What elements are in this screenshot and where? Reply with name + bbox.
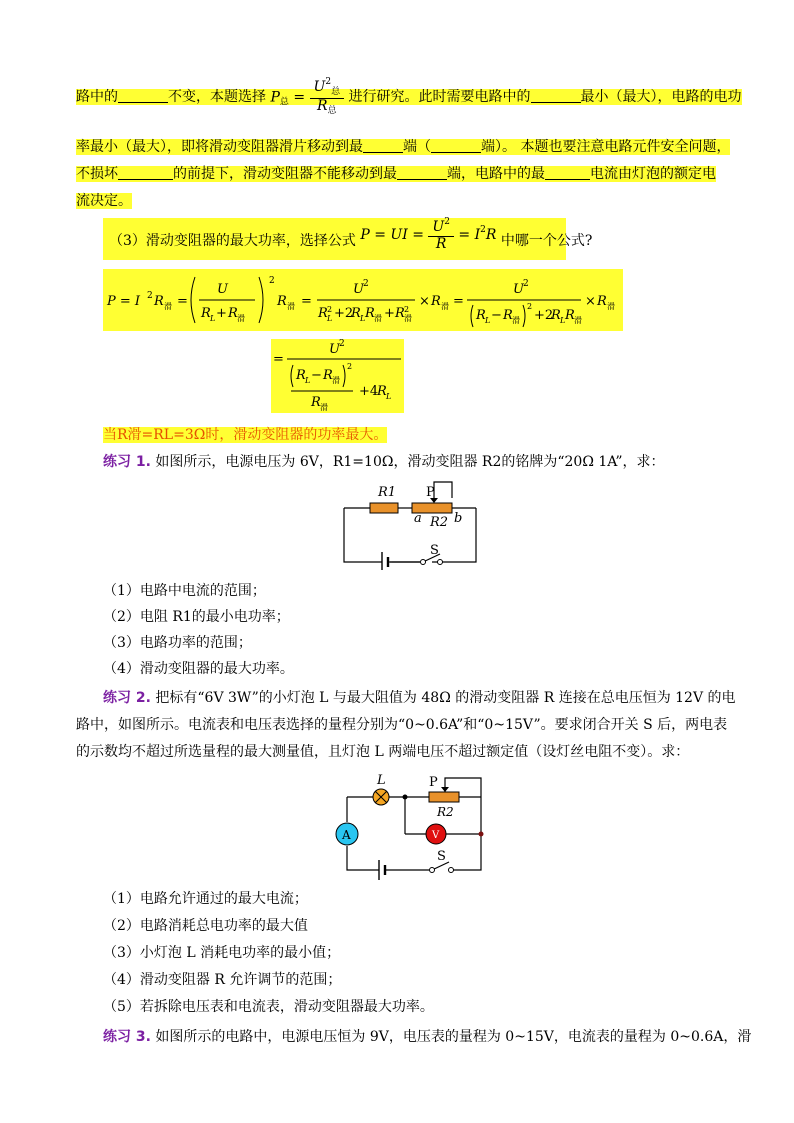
derivation-1 <box>103 269 623 331</box>
svg-text:−: − <box>311 368 322 383</box>
label-a: a <box>414 511 422 526</box>
svg-text:U: U <box>329 342 340 357</box>
text: 最小（最大），电路的电功 <box>580 89 742 105</box>
ex2-circuit-figure <box>333 772 493 882</box>
label-s: S <box>437 849 446 864</box>
svg-text:2: 2 <box>147 291 153 301</box>
para1-line4 <box>76 190 132 210</box>
text: 率最小（最大），即将滑动变阻器滑片移动到最 <box>76 139 363 155</box>
resistor-r1 <box>370 503 398 513</box>
label-p: P <box>426 485 435 500</box>
conclusion <box>103 424 387 444</box>
text: 端（ <box>403 139 431 155</box>
blank <box>118 88 168 103</box>
svg-text:滑: 滑 <box>237 314 245 323</box>
svg-text:L: L <box>360 314 366 323</box>
text: 把标有“6V 3W”的小灯泡 L 与最大阻值为 48Ω 的滑动变阻器 R 连接在总电压恒为 12V 的电 <box>155 690 736 706</box>
derivation-2 <box>271 339 404 413</box>
svg-text:=: = <box>301 294 312 309</box>
svg-text:L: L <box>386 392 392 401</box>
svg-text:=: = <box>177 294 188 309</box>
formula-derivation-2 <box>271 339 404 413</box>
svg-text:滑: 滑 <box>512 316 520 325</box>
svg-text:R: R <box>377 384 387 399</box>
text: 中哪一个公式? <box>500 233 593 249</box>
svg-text:滑: 滑 <box>441 302 449 311</box>
text: 的前提下，滑动变阻器不能移动到最 <box>173 166 397 182</box>
formula-power: P = UI = $\frac{U^2}{R}$ = $I^2R$ <box>360 217 497 252</box>
svg-text:R: R <box>296 368 306 383</box>
ex1-item-1: （1）电路中电流的范围； <box>103 583 266 599</box>
label-r2: R2 <box>430 515 449 530</box>
svg-text:滑: 滑 <box>332 376 340 385</box>
ex1-item-2: （2）电阻 R1的最小电功率； <box>103 609 290 625</box>
text: 电流由灯泡的额定电 <box>590 166 716 182</box>
text: 当R滑=RL=3Ω时，滑动变阻器的功率最大。 <box>103 427 388 443</box>
svg-text:R: R <box>277 294 287 309</box>
ex1-circuit-figure <box>340 478 485 570</box>
svg-text:+: + <box>216 306 227 321</box>
svg-text:2: 2 <box>363 279 369 289</box>
svg-text:滑: 滑 <box>164 302 172 311</box>
text: 如图所示，电源电压为 6V，R1=10Ω，滑动变阻器 R2的铭牌为“20Ω 1A”，求： <box>155 454 665 470</box>
svg-text:R: R <box>503 308 513 323</box>
blank <box>363 138 403 153</box>
svg-text:R: R <box>323 368 333 383</box>
text: 流决定。 <box>76 193 132 209</box>
label-l: L <box>377 773 386 788</box>
svg-text:2: 2 <box>269 276 275 286</box>
svg-text:=: = <box>273 352 284 367</box>
para1-line1 <box>76 76 742 116</box>
svg-text:×: × <box>585 294 596 309</box>
label-b: b <box>454 511 463 526</box>
svg-text:+2: +2 <box>334 306 354 321</box>
practice-label: 练习 1. <box>103 454 151 470</box>
svg-text:R: R <box>311 395 321 410</box>
text: 不损坏 <box>76 166 118 182</box>
svg-text:R: R <box>365 306 375 321</box>
svg-text:R: R <box>565 308 575 323</box>
rheostat-r2 <box>429 792 459 802</box>
svg-text:2: 2 <box>527 302 533 311</box>
svg-text:+: + <box>384 306 395 321</box>
svg-text:U: U <box>353 282 364 297</box>
para1-line2 <box>76 136 730 156</box>
text: 如图所示的电路中，电源电压恒为 9V，电压表的量程为 0~15V，电流表的量程为 0~0.6A，滑 <box>155 1029 752 1045</box>
label-s: S <box>430 543 439 558</box>
formula-derivation-1 <box>103 269 623 331</box>
ex1-item-3: （3）电路功率的范围； <box>103 635 252 651</box>
ex2-line2: 路中，如图所示。电流表和电压表选择的量程分别为“0~0.6A”和“0~15V”。要求闭合开关 S 后，两电表 <box>76 717 728 733</box>
formula-p-u2-r: $P_总$ = $\frac{U^2_总}{R_总}$ <box>270 78 344 117</box>
svg-text:U: U <box>217 282 228 297</box>
ex2-line3: 的示数均不超过所选量程的最大测量值，且灯泡 L 两端电压不超过额定值（设灯丝电阻不变）。求： <box>76 744 690 760</box>
ex3-line1 <box>103 1026 751 1046</box>
ex1-statement <box>103 451 665 471</box>
svg-text:R: R <box>201 306 211 321</box>
ex2-line1 <box>103 687 736 707</box>
svg-text:滑: 滑 <box>374 314 382 323</box>
label-voltmeter: V <box>432 830 440 841</box>
practice-label: 练习 2. <box>103 690 151 706</box>
svg-text:R: R <box>551 308 561 323</box>
ex2-item-5: （5）若拆除电压表和电流表，滑动变阻器最大功率。 <box>103 999 434 1015</box>
svg-text:L: L <box>210 314 216 323</box>
svg-text:2: 2 <box>347 362 353 371</box>
label-p: P <box>429 775 438 790</box>
svg-text:L: L <box>327 314 333 323</box>
svg-text:R: R <box>318 306 328 321</box>
blank <box>118 165 173 180</box>
text: 进行研究。此时需要电路中的 <box>348 89 531 105</box>
svg-text:R: R <box>476 308 486 323</box>
text: 端，电路中的最 <box>447 166 545 182</box>
svg-text:滑: 滑 <box>287 302 295 311</box>
label-r1: R1 <box>378 485 397 500</box>
svg-text:R: R <box>351 306 361 321</box>
svg-text:×: × <box>419 294 430 309</box>
svg-text:2: 2 <box>523 279 529 289</box>
ex2-item-4: （4）滑动变阻器 R 允许调节的范围； <box>103 972 342 988</box>
text: 路中的 <box>76 89 118 105</box>
svg-text:L: L <box>485 316 491 325</box>
svg-text:2: 2 <box>327 305 333 314</box>
svg-text:L: L <box>560 316 566 325</box>
label-ammeter: A <box>342 828 351 842</box>
svg-text:R: R <box>154 294 164 309</box>
svg-text:=: = <box>453 294 464 309</box>
svg-text:R: R <box>597 294 607 309</box>
text: 不变，本题选择 <box>168 89 266 105</box>
svg-text:滑: 滑 <box>607 302 615 311</box>
ex2-item-2: （2）电路消耗总电功率的最大值 <box>103 918 308 934</box>
blank <box>531 88 581 103</box>
svg-text:滑: 滑 <box>574 316 582 325</box>
svg-text:2: 2 <box>339 339 345 349</box>
para1-line3 <box>76 163 716 183</box>
svg-text:P = I: P = I <box>107 294 141 309</box>
svg-text:R: R <box>395 306 405 321</box>
blank <box>397 165 447 180</box>
text: （3）滑动变阻器的最大功率，选择公式 <box>109 233 356 249</box>
practice-label: 练习 3. <box>103 1029 151 1045</box>
question-3 <box>103 217 593 260</box>
svg-text:+2: +2 <box>534 308 554 323</box>
svg-text:U: U <box>513 282 524 297</box>
ex1-item-4: （4）滑动变阻器的最大功率。 <box>103 661 294 677</box>
svg-text:R: R <box>228 306 238 321</box>
ex2-item-1: （1）电路允许通过的最大电流； <box>103 891 308 907</box>
blank <box>545 165 590 180</box>
svg-text:+4: +4 <box>359 384 379 399</box>
svg-text:−: − <box>491 308 502 323</box>
svg-text:滑: 滑 <box>320 403 328 412</box>
text: 端）。 本题也要注意电路元件安全问题， <box>481 139 731 155</box>
svg-text:R: R <box>431 294 441 309</box>
svg-text:滑: 滑 <box>404 314 412 323</box>
svg-text:L: L <box>305 376 311 385</box>
blank <box>431 138 481 153</box>
ex1-items <box>103 580 294 684</box>
label-r2: R2 <box>437 805 454 819</box>
svg-text:2: 2 <box>404 305 410 314</box>
ex2-items <box>103 888 434 1023</box>
ex2-item-3: （3）小灯泡 L 消耗电功率的最小值； <box>103 945 341 961</box>
